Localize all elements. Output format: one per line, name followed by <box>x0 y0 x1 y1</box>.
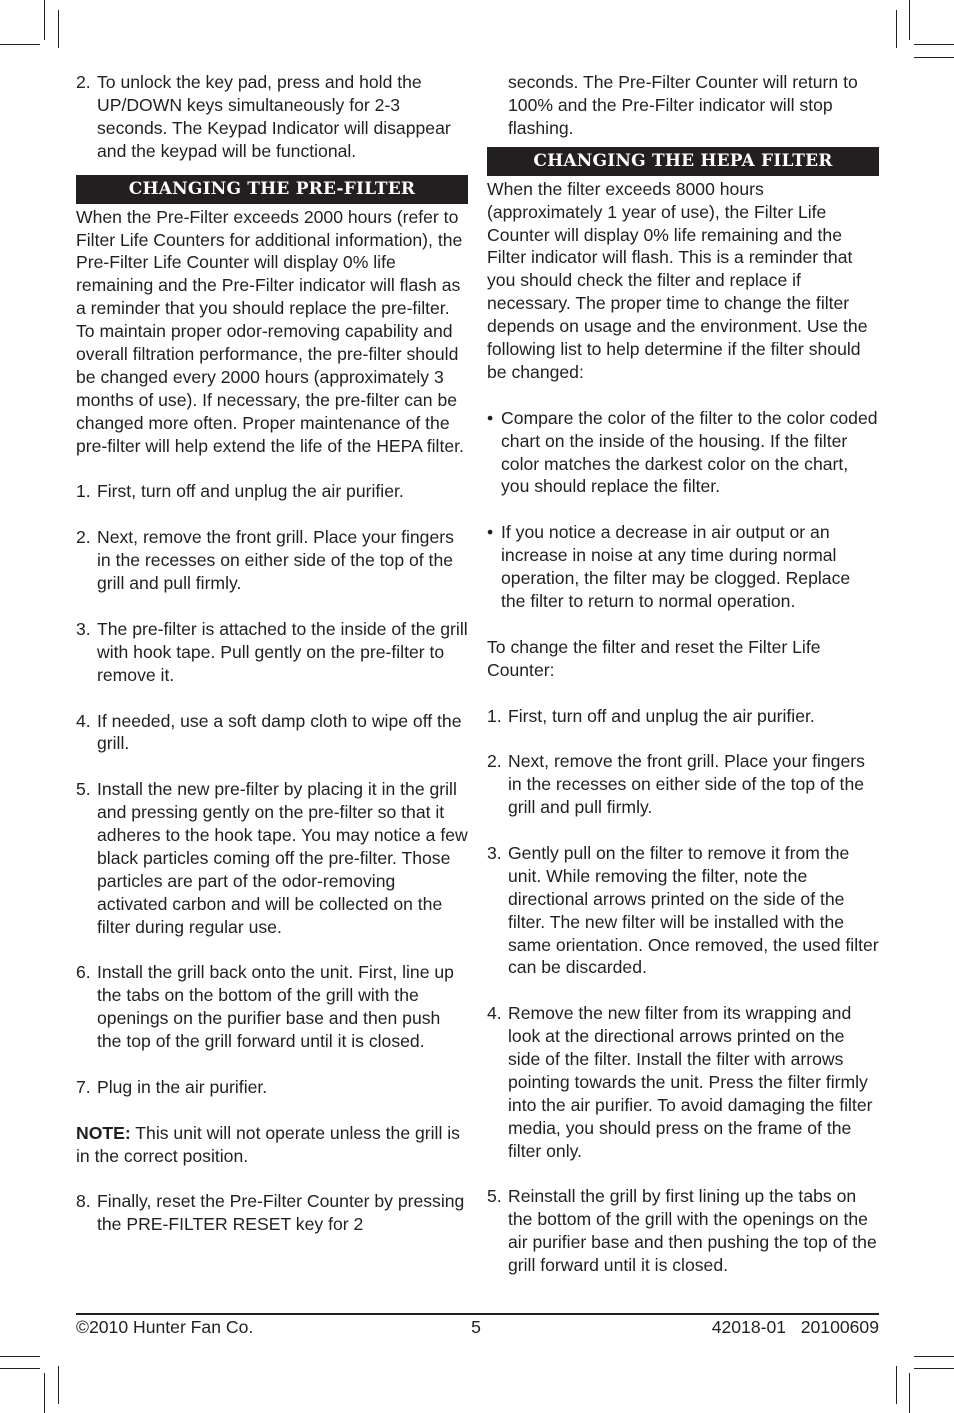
hepa-step <box>487 750 879 819</box>
step-text: Next, remove the front grill. Place your fingers in the recesses on either side of the top of the grill and pull firmly. <box>508 751 865 818</box>
pre-filter-step <box>76 1076 468 1099</box>
crop-mark <box>0 1368 40 1369</box>
crop-mark <box>914 44 954 45</box>
crop-mark <box>909 1373 910 1413</box>
hepa-intro-paragraph: When the filter exceeds 8000 hours (approximately 1 year of use), the Filter Life Counter will display 0% life remaining and the Filter indicator will flash. This is a reminder that you should check the filter and replace if necessary. The proper time to change the filter depends on usage and the environment. Use the following list to help determine if the filter should be changed: <box>487 178 868 382</box>
crop-mark <box>44 1373 45 1413</box>
step-text: Finally, reset the Pre-Filter Counter by pressing the PRE-FILTER RESET key for 2 <box>97 1191 465 1235</box>
crop-mark <box>896 1366 897 1404</box>
step-number: 5. <box>76 779 91 800</box>
bullet-symbol: • <box>487 522 494 543</box>
step-text: First, turn off and unplug the air purifier. <box>508 705 815 726</box>
hepa-step <box>487 1185 879 1277</box>
step-text: The pre-filter is attached to the inside of the grill with hook tape. Pull gently on the pre-filter to remove it. <box>97 618 468 685</box>
step-number: 2. <box>487 751 502 772</box>
step-text: Install the grill back onto the unit. First, line up the tabs on the bottom of the grill with the openings on the purifier base and then push the top of the grill forward until it is closed. <box>97 962 454 1052</box>
step-text: Install the new pre-filter by placing it in the grill and pressing gently on the pre-filter so that it adheres to the hook tape. You may notice a few black particles coming off the pre-filter. Those particles are part of the odor-removing activated carbon and will be collected on the filter during regular use. <box>97 779 468 937</box>
step-text: Gently pull on the filter to remove it from the unit. While removing the filter, note the directional arrows printed on the side of the filter. The new filter will be installed with the same orientation. Once removed, the used filter can be discarded. <box>508 842 879 978</box>
pre-filter-step <box>76 961 468 1053</box>
note-paragraph <box>76 1122 468 1168</box>
pre-filter-section-title: CHANGING THE PRE-FILTER <box>76 175 468 204</box>
note-text: This unit will not operate unless the grill is in the correct position. <box>76 1122 460 1166</box>
footer-doc-code: 42018-01 20100609 <box>711 1317 879 1337</box>
step-number: 4. <box>76 710 91 731</box>
bullet-symbol: • <box>487 407 494 428</box>
page-number: 5 <box>471 1317 481 1337</box>
crop-mark <box>58 10 59 48</box>
bullet-text: Compare the color of the filter to the color coded chart on the inside of the housing. If the filter color matches the darkest color on the chart, you should replace the filter. <box>501 407 878 497</box>
crop-mark <box>914 57 954 58</box>
footer-copyright: ©2010 Hunter Fan Co. <box>76 1317 254 1337</box>
step-number: 1. <box>76 481 91 502</box>
pre-filter-step <box>76 618 468 687</box>
step-text: First, turn off and unplug the air purifier. <box>97 481 404 502</box>
step-text: Next, remove the front grill. Place your fingers in the recesses on either side of the top of the grill and pull firmly. <box>97 527 454 594</box>
crop-mark <box>896 10 897 48</box>
step-number: 2. <box>76 527 91 548</box>
crop-mark <box>58 1366 59 1404</box>
crop-mark <box>914 1368 954 1369</box>
step-text: Plug in the air purifier. <box>97 1076 268 1097</box>
step-number: 6. <box>76 962 91 983</box>
bullet-text: If you notice a decrease in air output or an increase in noise at any time during normal operation, the filter may be clogged. Replace the filter to return to normal operation. <box>501 522 851 611</box>
step-number: 2. <box>76 72 91 92</box>
pre-filter-step <box>76 526 468 595</box>
step-text: If needed, use a soft damp cloth to wipe off the grill. <box>97 710 462 754</box>
hepa-step <box>487 1002 879 1162</box>
pre-filter-step <box>76 778 468 938</box>
hepa-filter-section-title: CHANGING THE HEPA FILTER <box>487 147 879 176</box>
step-number: 4. <box>487 1003 502 1024</box>
step-number: 1. <box>487 705 502 726</box>
step-text: Remove the new filter from its wrapping and look at the directional arrows printed on the side of the filter. Install the filter with arrows pointing towards the unit. Press the filter firmly into the air purifier. To avoid damaging the filter media, you should press on the frame of the filter only. <box>508 1003 873 1161</box>
right-column <box>487 71 879 1277</box>
note-label: NOTE: <box>76 1122 131 1143</box>
crop-mark <box>0 44 40 45</box>
reset-intro-paragraph: To change the filter and reset the Filter Life Counter: <box>487 636 821 680</box>
crop-mark <box>914 1356 954 1357</box>
pre-filter-step <box>76 1190 468 1236</box>
footer-rule <box>76 1313 879 1315</box>
keypad-unlock-step <box>76 71 468 163</box>
crop-mark <box>0 1356 40 1357</box>
crop-mark <box>909 0 910 40</box>
step-number: 8. <box>76 1191 91 1212</box>
step-number: 3. <box>487 842 502 863</box>
continued-step-text: seconds. The Pre-Filter Counter will return to 100% and the Pre-Filter indicator will stop flashing. <box>508 72 858 138</box>
step-number: 5. <box>487 1186 502 1207</box>
pre-filter-step <box>76 480 468 503</box>
left-column <box>76 71 468 1236</box>
crop-mark <box>44 0 45 40</box>
hepa-step <box>487 842 879 979</box>
hepa-check-bullet <box>487 521 879 613</box>
pre-filter-intro-paragraph: When the Pre-Filter exceeds 2000 hours (refer to Filter Life Counters for additional information), the Pre-Filter Life Counter will display 0% life remaining and the Pre-Filter indicator will flash as a reminder that you should replace the pre-filter. To maintain proper odor-removing capability and overall filtration performance, the pre-filter should be changed every 2000 hours (approximately 3 months of use). If necessary, the pre-filter can be changed more often. Proper maintenance of the pre-filter will help extend the life of the HEPA filter. <box>76 206 464 456</box>
hepa-check-bullet <box>487 407 879 499</box>
hepa-step <box>487 705 879 728</box>
step-number: 7. <box>76 1076 91 1097</box>
step-text: To unlock the key pad, press and hold the UP/DOWN keys simultaneously for 2-3 seconds. The Keypad Indicator will disappear and the keypad will be functional. <box>97 72 451 161</box>
step-text: Reinstall the grill by first lining up the tabs on the bottom of the grill with the openings on the air purifier base and then pushing the top of the grill forward until it is closed. <box>508 1186 877 1276</box>
pre-filter-step <box>76 710 468 756</box>
step-number: 3. <box>76 618 91 639</box>
